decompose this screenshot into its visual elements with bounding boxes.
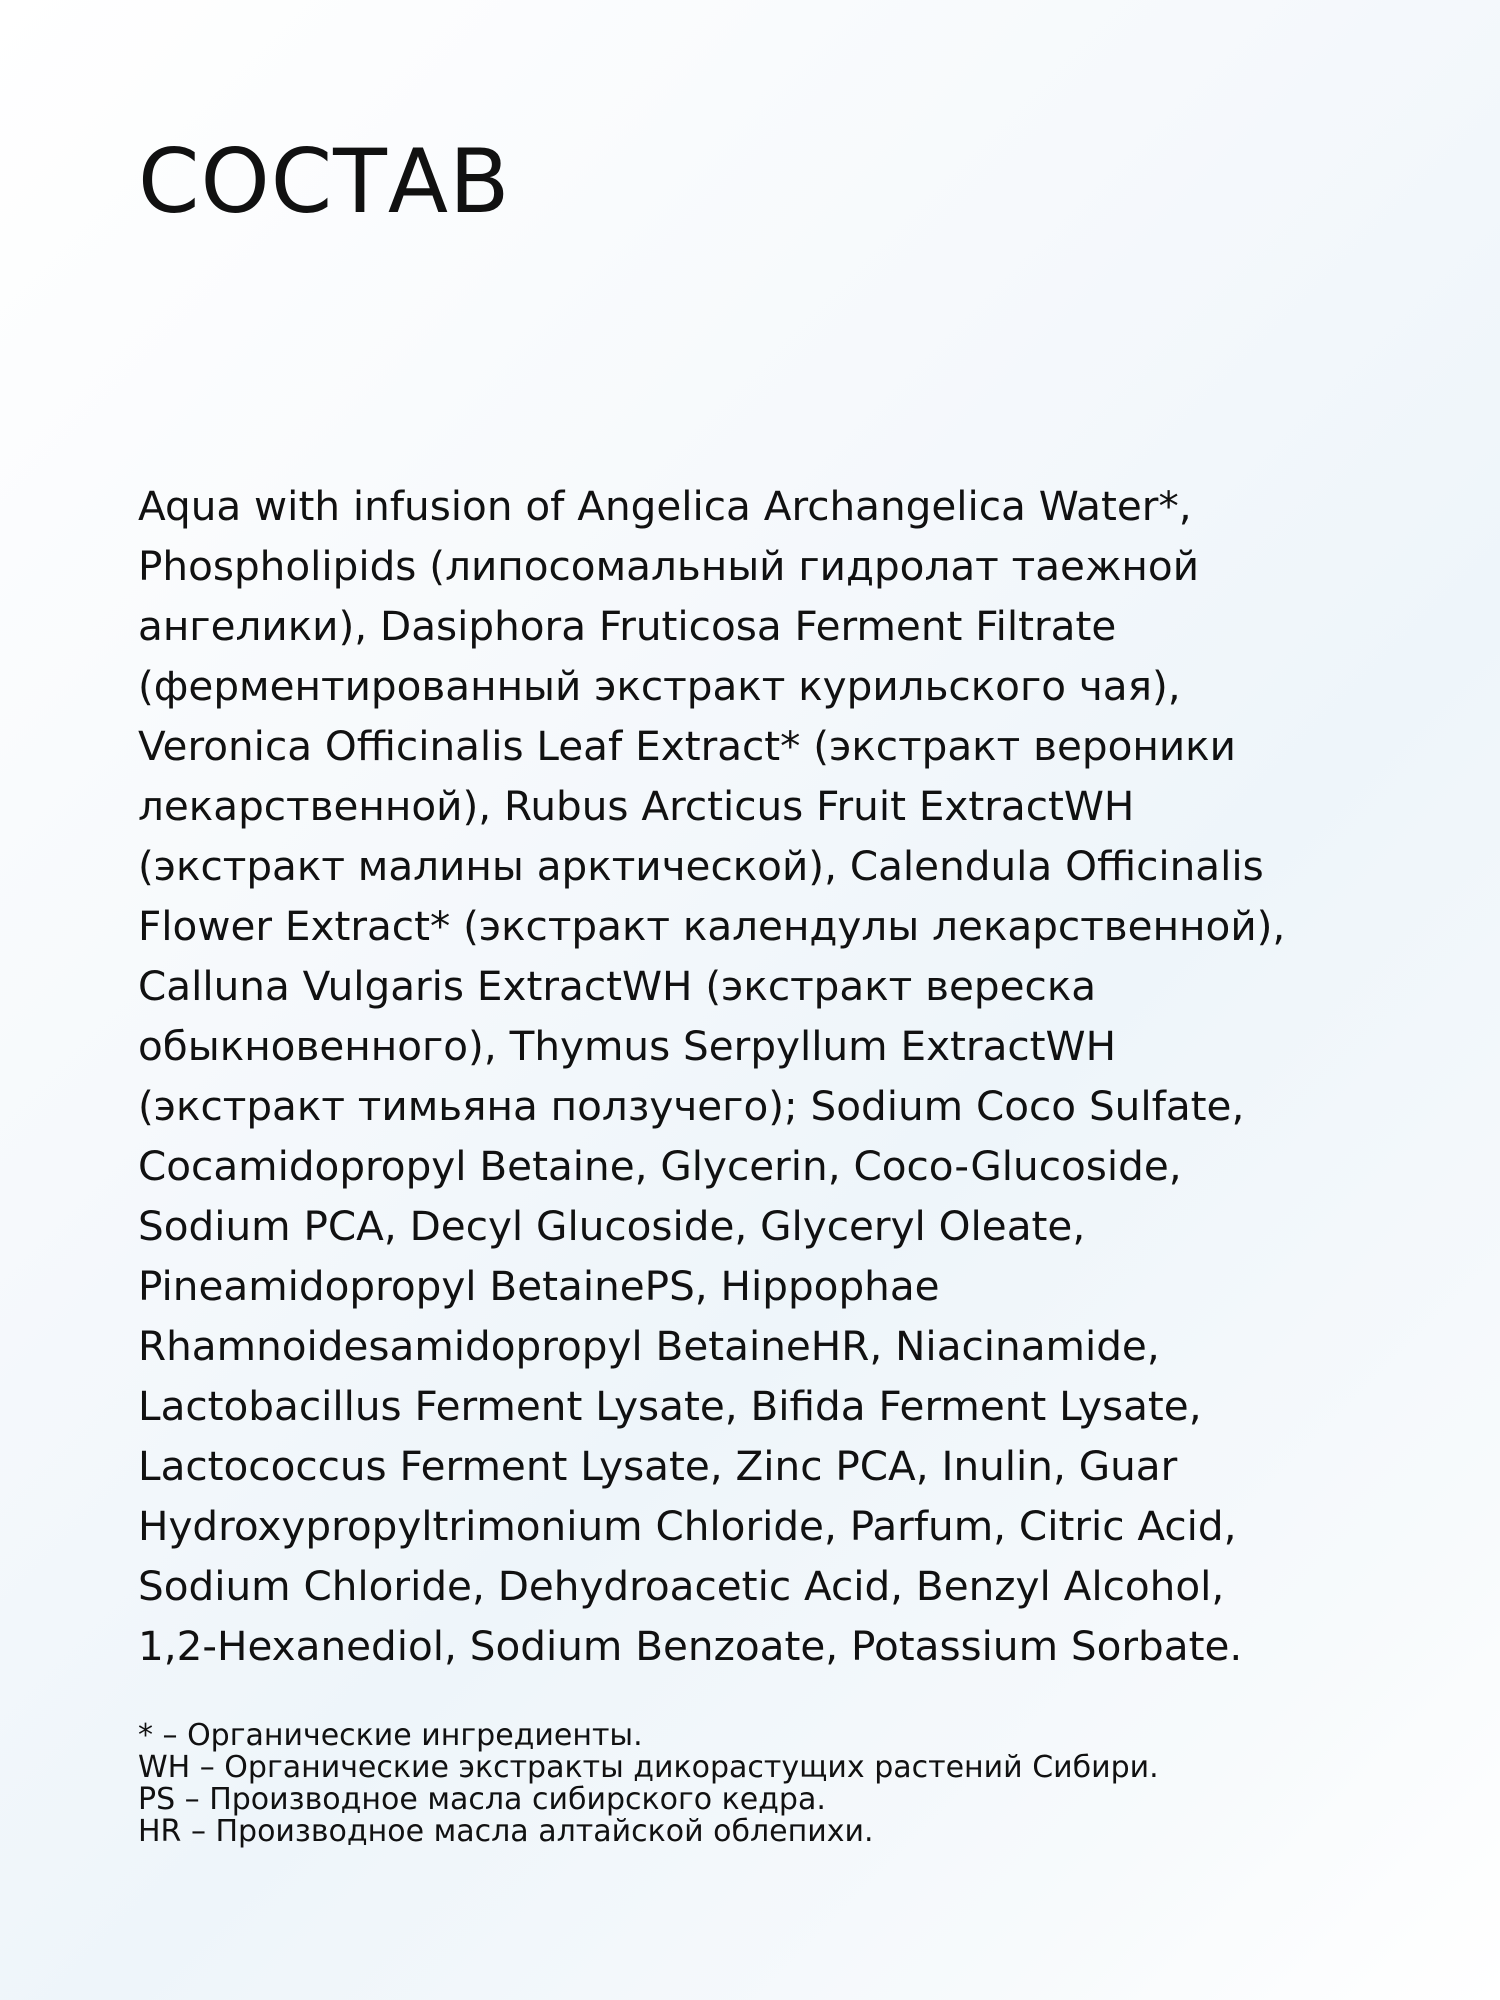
footnote-organic: * – Органические ингредиенты.: [138, 1718, 643, 1753]
ingredient-line: Rhamnoidesamidopropyl BetaineHR, Niacinamide,: [138, 1322, 1160, 1370]
ingredient-line: Phospholipids (липосомальный гидролат таежной: [138, 542, 1200, 590]
ingredient-line: лекарственной), Rubus Arcticus Fruit ExtractWH: [138, 782, 1135, 830]
ingredient-line: Pineamidopropyl BetainePS, Hippophae: [138, 1262, 940, 1310]
ingredient-line: Sodium Chloride, Dehydroacetic Acid, Benzyl Alcohol,: [138, 1562, 1225, 1610]
footnote-hr: HR – Производное масла алтайской облепихи.: [138, 1814, 874, 1849]
footnote-wh: WH – Органические экстракты дикорастущих растений Сибири.: [138, 1750, 1159, 1785]
ingredient-line: Cocamidopropyl Betaine, Glycerin, Coco-Glucoside,: [138, 1142, 1182, 1190]
ingredient-line: Lactobacillus Ferment Lysate, Bifida Ferment Lysate,: [138, 1382, 1202, 1430]
ingredient-line: Veronica Officinalis Leaf Extract* (экстракт вероники: [138, 722, 1236, 770]
footnote-ps: PS – Производное масла сибирского кедра.: [138, 1782, 826, 1817]
ingredient-line: 1,2-Hexanediol, Sodium Benzoate, Potassium Sorbate.: [138, 1622, 1243, 1670]
ingredient-line: Lactococcus Ferment Lysate, Zinc PCA, Inulin, Guar: [138, 1442, 1178, 1490]
ingredient-line: (экстракт малины арктической), Calendula Officinalis: [138, 842, 1264, 890]
footnotes-legend: [138, 1720, 1388, 1848]
ingredient-line: (экстракт тимьяна ползучего); Sodium Coco Sulfate,: [138, 1082, 1245, 1130]
ingredient-line: обыкновенного), Thymus Serpyllum ExtractWH: [138, 1022, 1117, 1070]
ingredient-line: Hydroxypropyltrimonium Chloride, Parfum, Citric Acid,: [138, 1502, 1237, 1550]
ingredient-line: Flower Extract* (экстракт календулы лекарственной),: [138, 902, 1286, 950]
ingredient-line: Calluna Vulgaris ExtractWH (экстракт вереска: [138, 962, 1097, 1010]
ingredient-line: Aqua with infusion of Angelica Archangelica Water*,: [138, 482, 1192, 530]
ingredient-line: ангелики), Dasiphora Fruticosa Ferment Filtrate: [138, 602, 1117, 650]
ingredients-list: [138, 476, 1388, 1676]
page-title: СОСТАВ: [138, 130, 511, 233]
ingredient-line: (ферментированный экстракт курильского чая),: [138, 662, 1181, 710]
ingredient-line: Sodium PCA, Decyl Glucoside, Glyceryl Oleate,: [138, 1202, 1086, 1250]
